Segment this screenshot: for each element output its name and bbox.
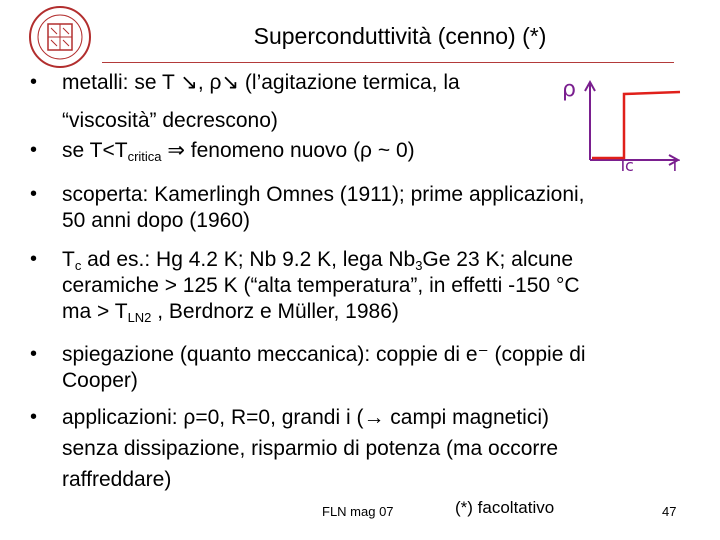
bullet-marker: • [30,183,38,205]
title-rule [102,62,674,63]
bullet-6-line-1: applicazioni: ρ=0, R=0, grandi i (→ campi magnetici) [62,406,549,429]
graph-t-label: T [670,156,680,172]
bullet-2-text [62,138,415,163]
bullet-5-line-1: spiegazione (quanto meccanica): coppie di e⁻ (coppie di [62,343,586,366]
bullet-4-text-a: ad es.: Hg 4.2 K; Nb 9.2 K, lega Nb [81,248,416,271]
bullet-2-prefix: se T<T [62,139,128,162]
page-title: Superconduttività (cenno) (*) [253,23,547,49]
bullet-4-l3-b: , Berdnorz e Müller, 1986) [151,300,399,323]
bullet-marker: • [30,139,38,161]
bullet-4-line-1 [62,247,573,272]
page-number: 47 [662,504,677,519]
bullet-3-line-2: 50 anni dopo (1960) [62,209,250,232]
university-seal-icon [22,4,98,70]
bullet-1-line-1: metalli: se T ↘, ρ↘ (l’agitazione termica, la [62,71,460,94]
bullet-4-l3-a: ma > T [62,300,128,323]
resistivity-graph [552,72,692,172]
bullet-marker: • [30,71,38,93]
bullet-marker: • [30,343,38,365]
bullet-4-sub-c: c [74,258,82,273]
bullet-6-line-2: senza dissipazione, risparmio di potenza (ma occorre [62,437,559,460]
bullet-4-text-b: Ge 23 K; alcune [422,248,574,271]
bullet-6-line-3: raffreddare) [62,468,172,491]
bullet-4-t: T [62,248,75,271]
footer-center: (*) facoltativo [455,498,555,517]
bullet-marker: • [30,406,38,428]
bullet-4-line-3 [62,299,399,324]
footer-left: FLN mag 07 [322,504,394,519]
bullet-3-line-1: scoperta: Kamerlingh Omnes (1911); prime applicazioni, [62,183,585,206]
bullet-marker: • [30,248,38,270]
bullet-1-line-2: “viscosità” decrescono) [62,109,278,132]
bullet-2-subscript: critica [127,149,162,164]
graph-tc-label: Tc [618,156,634,172]
bullet-4-sub-ln2: LN2 [127,310,152,325]
bullet-5-line-2: Cooper) [62,369,138,392]
bullet-4-sub-3: 3 [415,258,423,273]
bullet-2-suffix: ⇒ fenomeno nuovo (ρ ~ 0) [161,139,415,162]
graph-y-label: ρ [562,77,576,102]
bullet-4-line-2: ceramiche > 125 K (“alta temperatura”, in effetti -150 °C [62,274,580,297]
